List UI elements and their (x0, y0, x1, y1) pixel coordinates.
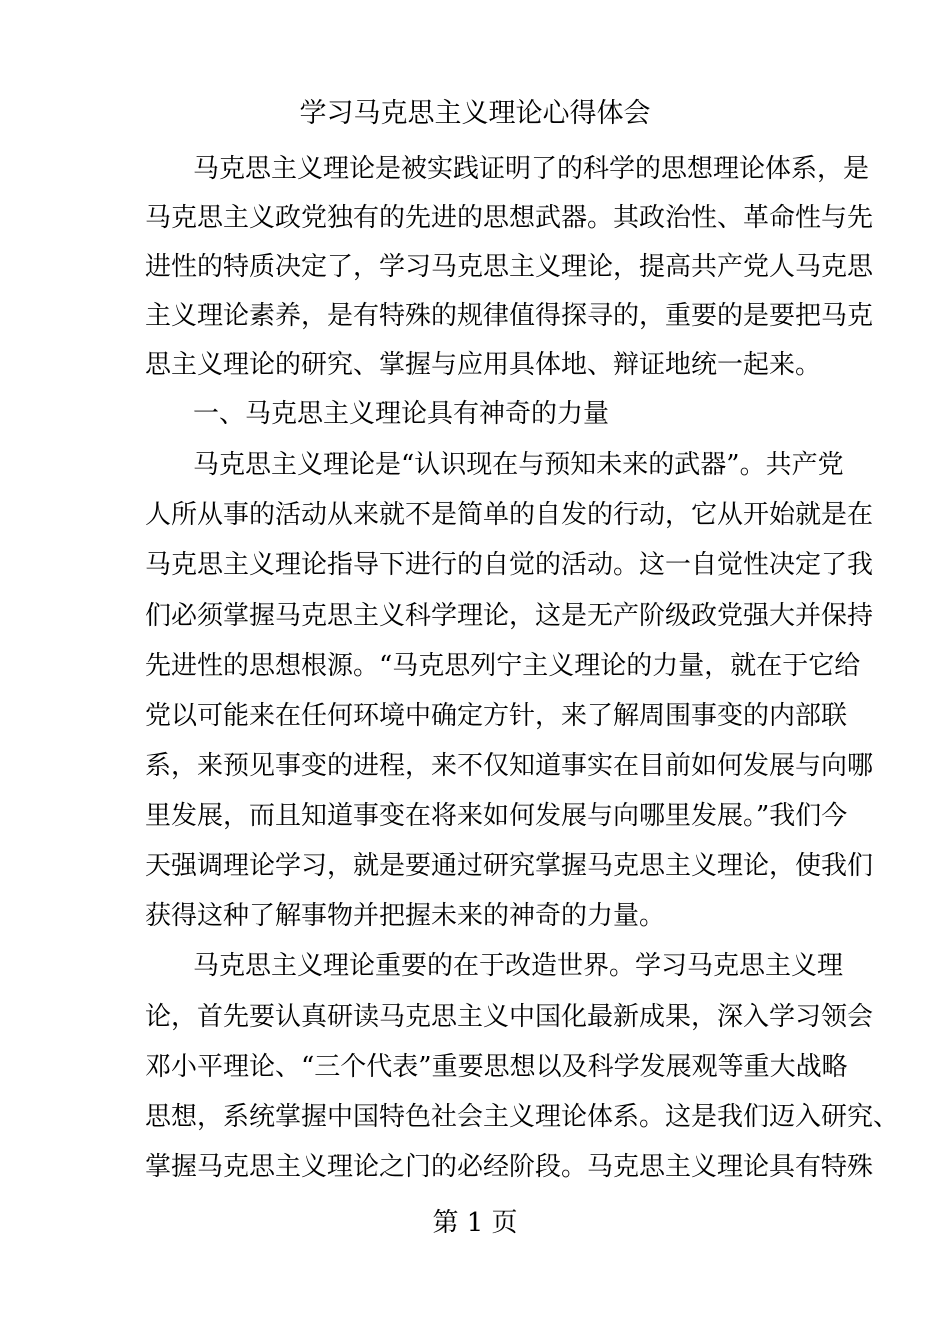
text-line: 系，来预见事变的进程，来不仅知道事实在目前如何发展与向哪 (145, 751, 874, 781)
text-line: 马克思主义理论是“认识现在与预知未来的武器”。共产党 (193, 450, 844, 480)
text-line: 获得这种了解事物并把握未来的神奇的力量。 (145, 901, 666, 931)
text-line: 思想，系统掌握中国特色社会主义理论体系。这是我们迈入研究、 (145, 1102, 900, 1132)
text-line: 先进性的思想根源。“马克思列宁主义理论的力量，就在于它给 (145, 651, 861, 681)
text-line: 党以可能来在任何环境中确定方针，来了解周围事变的内部联 (145, 701, 848, 731)
text-line: 掌握马克思主义理论之门的必经阶段。马克思主义理论具有特殊 (145, 1152, 874, 1182)
page-number: 第 1 页 (432, 1208, 518, 1238)
section-heading: 一、马克思主义理论具有神奇的力量 (193, 399, 610, 429)
text-line: 马克思主义理论指导下进行的自觉的活动。这一自觉性决定了我 (145, 550, 874, 580)
text-line: 马克思主义理论是被实践证明了的科学的思想理论体系，是 (193, 154, 870, 184)
text-line: 里发展，而且知道事变在将来如何发展与向哪里发展。”我们今 (145, 801, 848, 831)
text-line: 论，首先要认真研读马克思主义中国化最新成果，深入学习领会 (145, 1002, 874, 1032)
text-line: 思主义理论的研究、掌握与应用具体地、辩证地统一起来。 (145, 350, 822, 380)
text-line: 们必须掌握马克思主义科学理论，这是无产阶级政党强大并保持 (145, 601, 874, 631)
text-line: 天强调理论学习，就是要通过研究掌握马克思主义理论，使我们 (145, 851, 874, 881)
text-line: 人所从事的活动从来就不是简单的自发的行动，它从开始就是在 (145, 500, 874, 530)
text-line: 马克思主义政党独有的先进的思想武器。其政治性、革命性与先 (145, 203, 874, 233)
text-line: 邓小平理论、“三个代表”重要思想以及科学发展观等重大战略 (145, 1052, 848, 1082)
text-line: 进性的特质决定了，学习马克思主义理论，提高共产党人马克思 (145, 252, 874, 282)
text-line: 主义理论素养，是有特殊的规律值得探寻的，重要的是要把马克 (145, 301, 874, 331)
document-title: 学习马克思主义理论心得体会 (299, 98, 651, 129)
text-line: 马克思主义理论重要的在于改造世界。学习马克思主义理 (193, 951, 844, 981)
